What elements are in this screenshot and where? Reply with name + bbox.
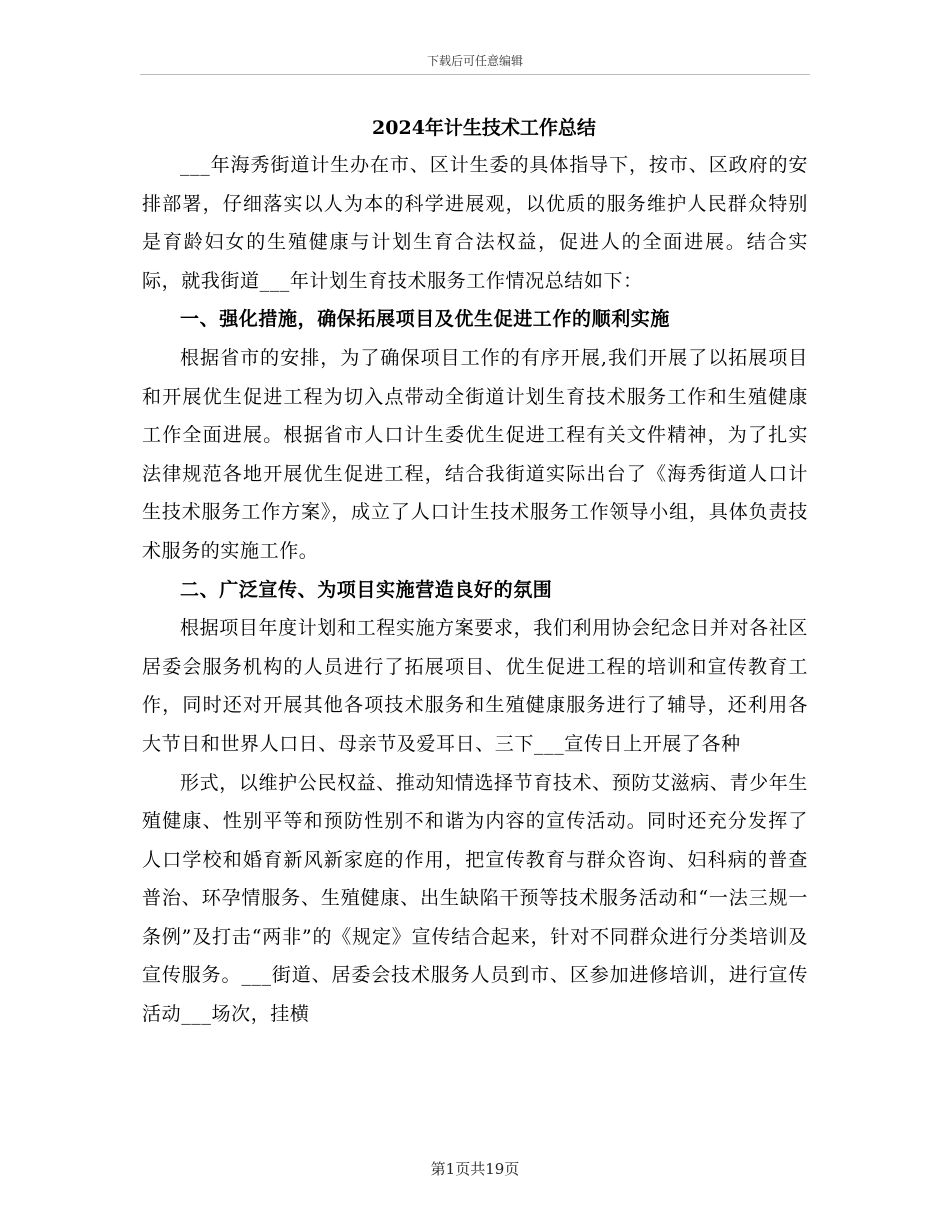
document-title: 2024年计生技术工作总结 — [372, 117, 596, 139]
intro-paragraph: ___年海秀街道计生办在市、区计生委的具体指导下，按市、区政府的安排部署，仔细落实以人为本的科学进展观，以优质的服务维护人民群众特别是育龄妇女的生殖健康与计划生育合法权益，促进人的全面进展。结合实际，就我街道___年计划生育技术服务工作情况总结如下： — [142, 154, 808, 292]
document-body — [142, 110, 808, 1034]
page-footer: 第1页共19页 — [430, 1160, 520, 1178]
section-2-paragraph-1: 根据项目年度计划和工程实施方案要求，我们利用协会纪念日并对各社区居委会服务机构的人员进行了拓展项目、优生促进工程的培训和宣传教育工作，同时还对开展其他各项技术服务和生殖健康服务进行了辅导，还利用各大节日和世界人口日、母亲节及爱耳日、三下___宣传日上开展了各种 — [142, 617, 808, 755]
section-1-paragraph: 根据省市的安排，为了确保项目工作的有序开展,我们开展了以拓展项目和开展优生促进工程为切入点带动全街道计划生育技术服务工作和生殖健康工作全面进展。根据省市人口计生委优生促进工程有关文件精神，为了扎实法律规范各地开展优生促进工程，结合我街道实际出台了《海秀街道人口计生技术服务工作方案》，成立了人口计生技术服务工作领导小组，具体负责技术服务的实施工作。 — [142, 346, 808, 562]
header-divider — [140, 74, 810, 75]
section-2-paragraph-2: 形式，以维护公民权益、推动知情选择节育技术、预防艾滋病、青少年生殖健康、性别平等和预防性别不和谐为内容的宣传活动。同时还充分发挥了人口学校和婚育新风新家庭的作用，把宣传教育与群众咨询、妇科病的普查普治、环孕情服务、生殖健康、出生缺陷干预等技术服务活动和“一法三规一条例”及打击“两非”的《规定》宣传结合起来，针对不同群众进行分类培训及宣传服务。___街道、居委会技术服务人员到市、区参加进修培训，进行宣传活动___场次，挂横 — [142, 771, 808, 1026]
section-1-heading: 一、强化措施，确保拓展项目及优生促进工作的顺利实施 — [180, 308, 671, 331]
section-2-heading: 二、广泛宣传、为项目实施营造良好的氛围 — [180, 578, 553, 601]
page-header: 下载后可任意编辑 — [426, 54, 523, 68]
